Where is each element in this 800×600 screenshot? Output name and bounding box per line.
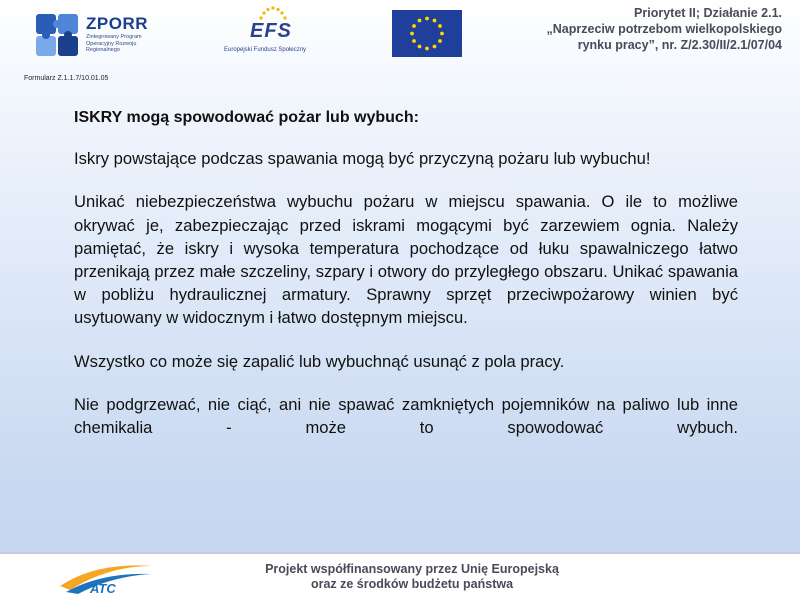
eu-star-icon <box>425 17 429 21</box>
cofinancing-note <box>232 562 592 592</box>
eu-star-icon <box>412 24 416 28</box>
zporr-subtitle: Zintegrowany Program Operacyjny Rozwoju Regionalnego <box>86 34 142 53</box>
zporr-logo <box>34 8 194 60</box>
eu-flag-icon <box>392 10 462 57</box>
eu-star-icon <box>418 45 422 49</box>
efs-subtitle: Europejski Fundusz Społeczny <box>224 47 307 53</box>
priority-line-2: „Naprzeciw potrzebom wielkopolskiego <box>546 22 782 36</box>
paragraph: Nie podgrzewać, nie ciąć, ani nie spawać zamkniętych pojemników na paliwo lub inne chemikalia - może to spowodować wybuch. <box>74 394 738 438</box>
content-heading: ISKRY mogą spowodować pożar lub wybuch: <box>74 109 419 126</box>
efs-logo <box>222 6 322 62</box>
cofinancing-line-1: Projekt współfinansowany przez Unię Europejską <box>265 562 559 576</box>
cofinancing-line-2: oraz ze środków budżetu państwa <box>310 577 514 591</box>
eu-star-icon <box>440 32 444 36</box>
priority-info <box>522 5 782 53</box>
eu-star-icon <box>410 32 414 36</box>
priority-line-1: Priorytet II; Działanie 2.1. <box>634 6 782 20</box>
paragraph: Wszystko co może się zapalić lub wybuchnąć usunąć z pola pracy. <box>74 351 565 371</box>
stars-arc-icon <box>258 6 288 20</box>
header <box>0 0 800 68</box>
form-code: Formularz Z.1.1.7/10.01.05 <box>24 75 109 82</box>
efs-title: EFS <box>250 20 292 42</box>
atc-logo-text: ATC <box>90 581 116 596</box>
eu-star-icon <box>438 39 442 43</box>
eu-star-icon <box>433 19 437 23</box>
eu-star-icon <box>438 24 442 28</box>
zporr-title: ZPORR <box>86 14 148 33</box>
eu-star-icon <box>425 47 429 51</box>
eu-star-icon <box>418 19 422 23</box>
priority-line-3: rynku pracy”, nr. Z/2.30/II/2.1/07/04 <box>577 38 782 52</box>
eu-star-icon <box>412 39 416 43</box>
paragraph: Unikać niebezpieczeństwa wybuchu pożaru w miejscu spawania. O ile to możliwe okrywać je, zabezpieczając przed iskrami mogącymi być zarzewiem ognia. Należy pamiętać, że iskry i wysoka temperatura pochodzące od łuku spawalniczego łatwo przenikają przez małe szczeliny, szpary i otwory do przyległego obszaru. Unikać spawania w pobliżu hydraulicznej armatury. Sprawny sprzęt przeciwpożarowy winien być usytuowany w widocznym i łatwo dostępnym miejscu. <box>74 192 738 328</box>
paragraph: Iskry powstające podczas spawania mogą być przyczyną pożaru lub wybuchu! <box>74 149 651 169</box>
puzzle-icon <box>34 12 80 58</box>
eu-star-icon <box>433 45 437 49</box>
slide-content <box>74 106 738 439</box>
atc-logo-icon <box>56 556 156 596</box>
